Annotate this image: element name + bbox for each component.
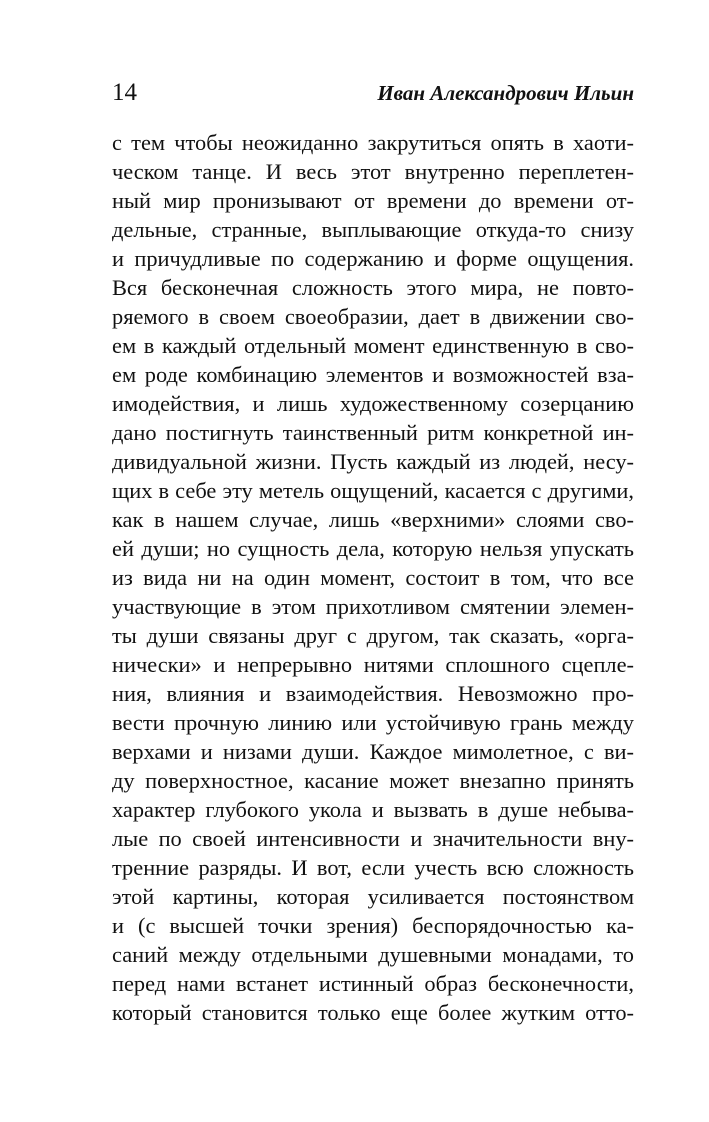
text-line: этой картины, которая усиливается постоянством [112,884,634,909]
text-line: ческом танце. И весь этот внутренно переплетен- [112,159,634,184]
text-line: Вся бесконечная сложность этого мира, не повто- [112,275,634,300]
text-line: из вида ни на один момент, состоит в том, что все [112,565,634,590]
text-line: вести прочную линию или устойчивую грань между [112,710,634,735]
text-line: нически» и непрерывно нитями сплошного сцепле- [112,652,634,677]
text-line: имодействия, и лишь художественному созерцанию [112,391,634,416]
text-line: ем роде комбинацию элементов и возможностей вза- [112,362,634,387]
text-line: ей души; но сущность дела, которую нельзя упускать [112,536,634,561]
page-header [112,78,634,108]
text-line: ем в каждый отдельный момент единственную в сво- [112,333,634,358]
text-line: который становится только еще более жутким отто- [112,1000,634,1025]
text-line: ния, влияния и взаимодействия. Невозможно про- [112,681,634,706]
text-line: перед нами встанет истинный образ бесконечности, [112,971,634,996]
text-line: и (с высшей точки зрения) беспорядочностью ка- [112,913,634,938]
text-line: лые по своей интенсивности и значительности вну- [112,826,634,851]
text-line: ты души связаны друг с другом, так сказать, «орга- [112,623,634,648]
text-line: как в нашем случае, лишь «верхними» слоями сво- [112,507,634,532]
text-line: дано постигнуть таинственный ритм конкретной ин- [112,420,634,445]
text-line: дельные, странные, выплывающие откуда-то снизу [112,217,634,242]
text-line: ду поверхностное, касание может внезапно принять [112,768,634,793]
text-line: дивидуальной жизни. Пусть каждый из людей, несу- [112,449,634,474]
text-line: участвующие в этом прихотливом смятении элемен- [112,594,634,619]
text-line: тренние разряды. И вот, если учесть всю сложность [112,855,634,880]
text-line: саний между отдельными душевными монадами, то [112,942,634,967]
text-line: с тем чтобы неожиданно закрутиться опять в хаоти- [112,130,634,155]
text-line: верхами и низами души. Каждое мимолетное, с ви- [112,739,634,764]
body-text [112,128,634,1027]
text-line: ный мир пронизывают от времени до времени от- [112,188,634,213]
text-line: ряемого в своем своеобразии, дает в движении сво- [112,304,634,329]
page-number: 14 [112,79,137,106]
running-head-author: Иван Александрович Ильин [377,81,634,105]
text-line: щих в себе эту метель ощущений, касается с другими, [112,478,634,503]
text-line: характер глубокого укола и вызвать в душе небыва- [112,797,634,822]
text-line: и причудливые по содержанию и форме ощущения. [112,246,634,271]
